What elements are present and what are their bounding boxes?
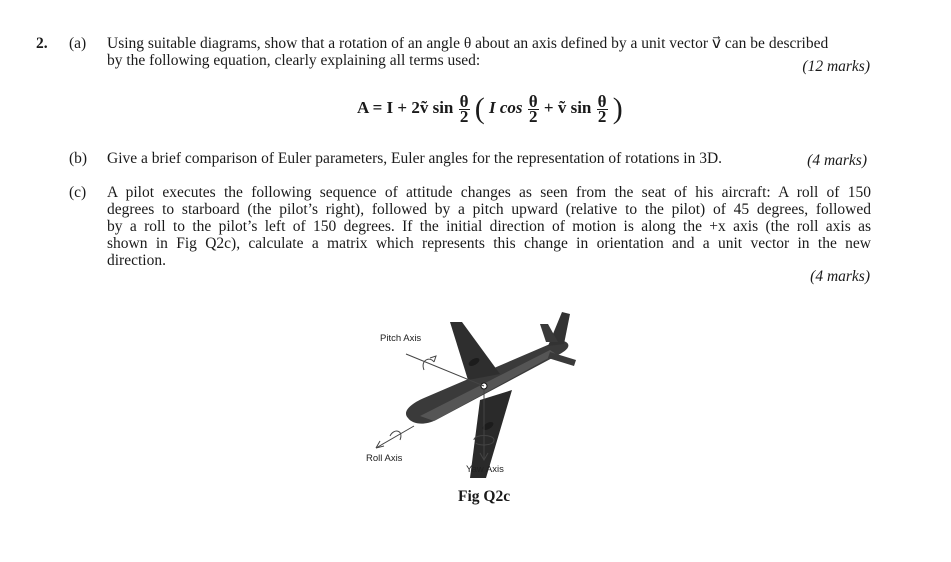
part-a-line-2: by the following equation, clearly explaining all terms used: [107, 52, 481, 69]
part-a-line-1: Using suitable diagrams, show that a rotation of an angle θ about an axis defined by a unit vector v⃗ can be described [107, 35, 829, 52]
part-c-marks: (4 marks) [810, 268, 870, 285]
equation-fraction-2: $\frac{\theta}{2}$ [528, 91, 538, 126]
part-c-line-1: A pilot executes the following sequence of attitude changes as seen from the seat of his aircraft: A roll of 150 [107, 184, 871, 201]
part-a-label: (a) [69, 35, 87, 52]
part-c-line-4: shown in Fig Q2c), calculate a matrix which represents this change in orientation and a unit vector in the new [107, 235, 871, 252]
rotation-equation [357, 92, 623, 126]
part-c-line-3: by a roll to the pilot’s left of 150 degrees. If the initial direction of motion is along the +x axis (the roll axis as [107, 218, 871, 235]
equation-inner-term-2: + ṽ sin [543, 97, 592, 117]
left-paren: ( [474, 92, 485, 125]
equation-inner-term-1: I cos [489, 97, 523, 117]
stabiliser-lower [548, 352, 576, 366]
part-c-line-2: degrees to starboard (the pilot’s right), followed by a pitch upward (relative to the pilot) of 45 degrees, followed [107, 201, 871, 218]
equation-fraction-1: $\frac{\theta}{2}$ [459, 91, 469, 126]
yaw-axis-label: Yaw Axis [466, 464, 504, 475]
roll-axis-line [376, 426, 414, 448]
part-a-marks: (12 marks) [802, 58, 870, 75]
equation-fraction-3: $\frac{\theta}{2}$ [597, 91, 607, 126]
part-b-marks: (4 marks) [807, 152, 867, 169]
wing-far [450, 322, 500, 380]
pitch-axis-label: Pitch Axis [380, 333, 422, 344]
roll-axis-label: Roll Axis [366, 453, 403, 464]
part-c-label: (c) [69, 184, 87, 201]
part-b-text: Give a brief comparison of Euler parameters, Euler angles for the representation of rotations in 3D. [107, 150, 723, 167]
part-c-line-5: direction. [107, 252, 166, 269]
question-number: 2. [36, 35, 48, 52]
right-paren: ) [612, 92, 623, 125]
part-b-label: (b) [69, 150, 88, 167]
figure-caption: Fig Q2c [458, 488, 511, 505]
equation-lhs: A = I + 2ṽ sin [357, 97, 454, 117]
